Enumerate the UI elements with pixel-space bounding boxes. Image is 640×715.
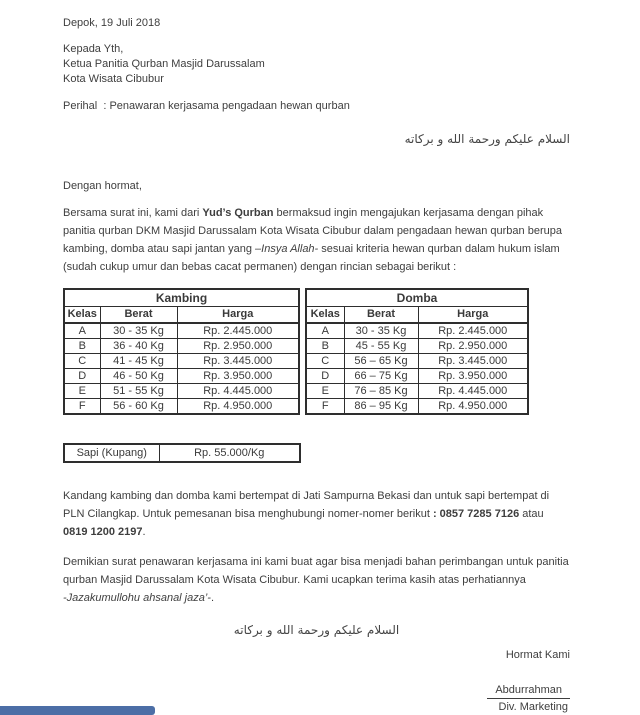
- berat-cell: 45 - 55 Kg: [344, 339, 418, 354]
- kelas-cell: C: [306, 354, 344, 369]
- kelas-cell: F: [306, 399, 344, 415]
- sapi-price-table: [63, 443, 301, 463]
- harga-cell: Rp. 3.445.000: [177, 354, 299, 369]
- kelas-cell: A: [64, 323, 100, 339]
- harga-header: Harga: [418, 307, 528, 324]
- berat-header: Berat: [100, 307, 177, 324]
- kelas-cell: E: [64, 384, 100, 399]
- table-header-row: [306, 307, 528, 324]
- recipient-line: Kota Wisata Cibubur: [63, 73, 164, 85]
- harga-cell: Rp. 2.950.000: [418, 339, 528, 354]
- para1-text: Bersama surat ini, kami dari: [63, 207, 203, 219]
- table-row: [64, 444, 300, 462]
- jazakumullah-phrase: -Jazakumullohu ahsanal jaza’-: [63, 592, 211, 604]
- signature-name: Abdurrahman: [487, 684, 570, 699]
- table-row: [306, 399, 528, 415]
- greeting-line: Dengan hormat,: [63, 180, 142, 192]
- closing-salam-arabic: السلام عليكم ورحمة الله و بركاته: [233, 623, 400, 637]
- price-tables-row: [63, 288, 570, 415]
- sapi-price-cell: Rp. 55.000/Kg: [159, 444, 300, 462]
- table-row: [64, 384, 299, 399]
- closing-paragraph: [63, 553, 570, 607]
- kelas-cell: C: [64, 354, 100, 369]
- signoff-line: Hormat Kami: [505, 649, 570, 661]
- harga-cell: Rp. 2.950.000: [177, 339, 299, 354]
- recipient-line: Kepada Yth,: [63, 43, 124, 55]
- para2-text: .: [142, 526, 146, 538]
- berat-cell: 36 - 40 Kg: [100, 339, 177, 354]
- kelas-header: Kelas: [306, 307, 344, 324]
- berat-cell: 30 - 35 Kg: [344, 323, 418, 339]
- para1-text: sesuai kriteria hewan qurban dalam hukum islam (sudah cukup umur dan bebas cacat permanen) dengan rincian sebagai berikut :: [63, 243, 560, 273]
- table-row: [306, 384, 528, 399]
- opening-salam-arabic: السلام عليكم ورحمة الله و بركاته: [404, 132, 570, 146]
- berat-cell: 76 – 85 Kg: [344, 384, 418, 399]
- phone-number-1: : 0857 7285 7126: [432, 508, 520, 520]
- location-contact-paragraph: [63, 487, 570, 541]
- insya-allah-phrase: –Insya Allah-: [255, 243, 319, 255]
- para2-text: Kandang kambing dan domba kami bertempat di Jati Sampurna Bekasi dan untuk sapi bertempat di PLN Cilangkap. Untuk pemesanan bisa menghubungi nomer-nomer berikut: [63, 490, 550, 520]
- table-row: [306, 369, 528, 384]
- para2-text: atau: [519, 508, 544, 520]
- table-row: [64, 323, 299, 339]
- berat-cell: 51 - 55 Kg: [100, 384, 177, 399]
- signature-title: Div. Marketing: [498, 701, 568, 713]
- phone-number-2: 0819 1200 2197: [63, 526, 143, 538]
- berat-cell: 41 - 45 Kg: [100, 354, 177, 369]
- table-row: [306, 339, 528, 354]
- kelas-cell: B: [306, 339, 344, 354]
- table-title: Kambing: [64, 289, 299, 307]
- intro-paragraph: [63, 204, 570, 276]
- kelas-cell: E: [306, 384, 344, 399]
- berat-cell: 30 - 35 Kg: [100, 323, 177, 339]
- berat-cell: 56 – 65 Kg: [344, 354, 418, 369]
- table-title-row: [306, 289, 528, 307]
- para3-text: Demikian surat penawaran kerjasama ini kami buat agar bisa menjadi bahan perimbangan untuk panitia qurban Masjid Darussalam Kota Wisata Cibubur. Kami ucapkan terima kasih atas perhatiannya: [63, 556, 569, 586]
- domba-price-table: [305, 288, 529, 415]
- table-row: [64, 339, 299, 354]
- harga-cell: Rp. 2.445.000: [418, 323, 528, 339]
- recipient-block: [63, 42, 570, 87]
- table-title-row: [64, 289, 299, 307]
- recipient-line: Ketua Panitia Qurban Masjid Darussalam: [63, 58, 265, 70]
- berat-cell: 86 – 95 Kg: [344, 399, 418, 415]
- berat-cell: 46 - 50 Kg: [100, 369, 177, 384]
- table-row: [64, 399, 299, 415]
- berat-cell: 56 - 60 Kg: [100, 399, 177, 415]
- harga-cell: Rp. 3.950.000: [418, 369, 528, 384]
- sapi-label-cell: Sapi (Kupang): [64, 444, 159, 462]
- table-row: [306, 354, 528, 369]
- para1-text: bermaksud ingin mengajukan kerjasama dengan pihak panitia qurban DKM Masjid Darussalam Kota Wisata Cibubur dalam pengadaan hewan qurban berupa kambing, domba atau sapi jantan yang: [63, 207, 562, 255]
- kelas-cell: B: [64, 339, 100, 354]
- berat-header: Berat: [344, 307, 418, 324]
- table-row: [64, 354, 299, 369]
- table-title: Domba: [306, 289, 528, 307]
- bottom-accent-bar: [0, 706, 155, 715]
- berat-cell: 66 – 75 Kg: [344, 369, 418, 384]
- kambing-price-table: [63, 288, 300, 415]
- harga-cell: Rp. 2.445.000: [177, 323, 299, 339]
- table-row: [306, 323, 528, 339]
- harga-cell: Rp. 3.445.000: [418, 354, 528, 369]
- subject-line: Perihal : Penawaran kerjasama pengadaan hewan qurban: [63, 100, 350, 112]
- harga-cell: Rp. 4.445.000: [418, 384, 528, 399]
- harga-cell: Rp. 3.950.000: [177, 369, 299, 384]
- date-line: Depok, 19 Juli 2018: [63, 17, 161, 29]
- kelas-header: Kelas: [64, 307, 100, 324]
- table-header-row: [64, 307, 299, 324]
- kelas-cell: D: [64, 369, 100, 384]
- harga-header: Harga: [177, 307, 299, 324]
- kelas-cell: A: [306, 323, 344, 339]
- harga-cell: Rp. 4.950.000: [177, 399, 299, 415]
- table-row: [64, 369, 299, 384]
- kelas-cell: D: [306, 369, 344, 384]
- para3-text: .: [210, 592, 215, 604]
- company-name: Yud’s Qurban: [202, 207, 274, 219]
- harga-cell: Rp. 4.950.000: [418, 399, 528, 415]
- kelas-cell: F: [64, 399, 100, 415]
- harga-cell: Rp. 4.445.000: [177, 384, 299, 399]
